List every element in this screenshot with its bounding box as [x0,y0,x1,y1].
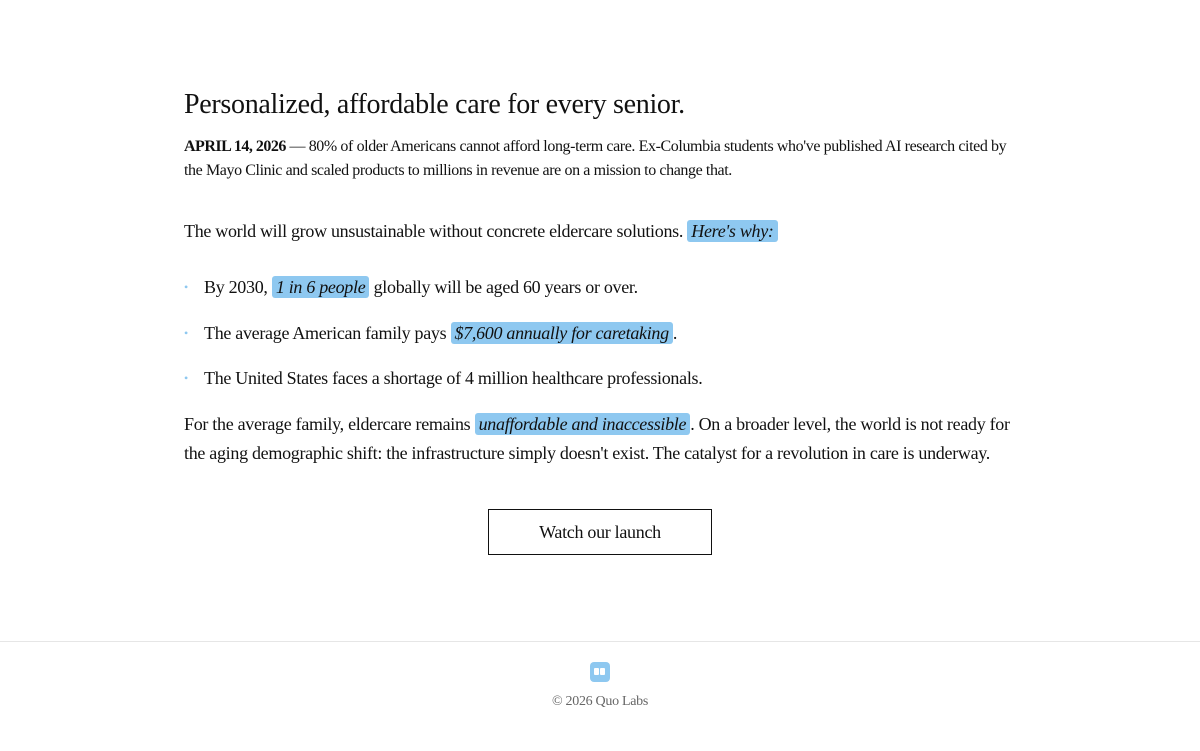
bullet-icon: • [184,280,188,294]
list-item [184,319,1014,347]
bullet-icon: • [184,325,188,340]
highlight-stat: $7,600 annually for caretaking [451,322,673,344]
copyright-text: © 2026 Quo Labs [552,694,648,709]
footer [0,641,1200,751]
lede-text: — 80% of older Americans cannot afford long-term care. Ex-Columbia students who've published AI research cited by the Mayo Clinic and scaled products to millions in revenue are on a mission to change that. [184,138,1007,179]
dateline: APRIL 14, 2026 [184,138,286,155]
intro-text: The world will grow unsustainable without concrete eldercare solutions. [184,221,688,241]
fact-text: The United States faces a shortage of 4 million healthcare professionals. [204,368,703,388]
list-item [184,364,1014,392]
facts-list [184,273,1014,392]
fact-text: . [672,322,678,343]
closing-text: . On a broader level, the world is not ready for the aging demographic shift: the infrastructure simply doesn't exist. The catalyst for a revolution in care is underway. [184,413,1010,463]
fact-text: The average American family pays [204,322,451,343]
lede-paragraph [184,135,1014,183]
highlight-unaffordable: unaffordable and inaccessible [475,413,691,435]
fact-text: By 2030, [204,277,272,297]
closing-text: For the average family, eldercare remains [184,413,475,434]
watch-launch-button[interactable]: Watch our launch [488,509,712,555]
highlight-heres-why: Here's why: [687,220,777,242]
highlight-stat: 1 in 6 people [272,276,370,298]
list-item [184,273,1014,301]
fact-text: globally will be aged 60 years or over. [369,277,638,297]
bullet-icon: • [184,371,188,385]
closing-paragraph [184,410,1014,468]
quo-labs-logo-icon[interactable] [590,662,610,682]
cta-container [488,509,712,555]
page-title: Personalized, affordable care for every senior. [184,89,685,120]
article [184,86,1014,468]
intro-paragraph [184,217,1014,245]
